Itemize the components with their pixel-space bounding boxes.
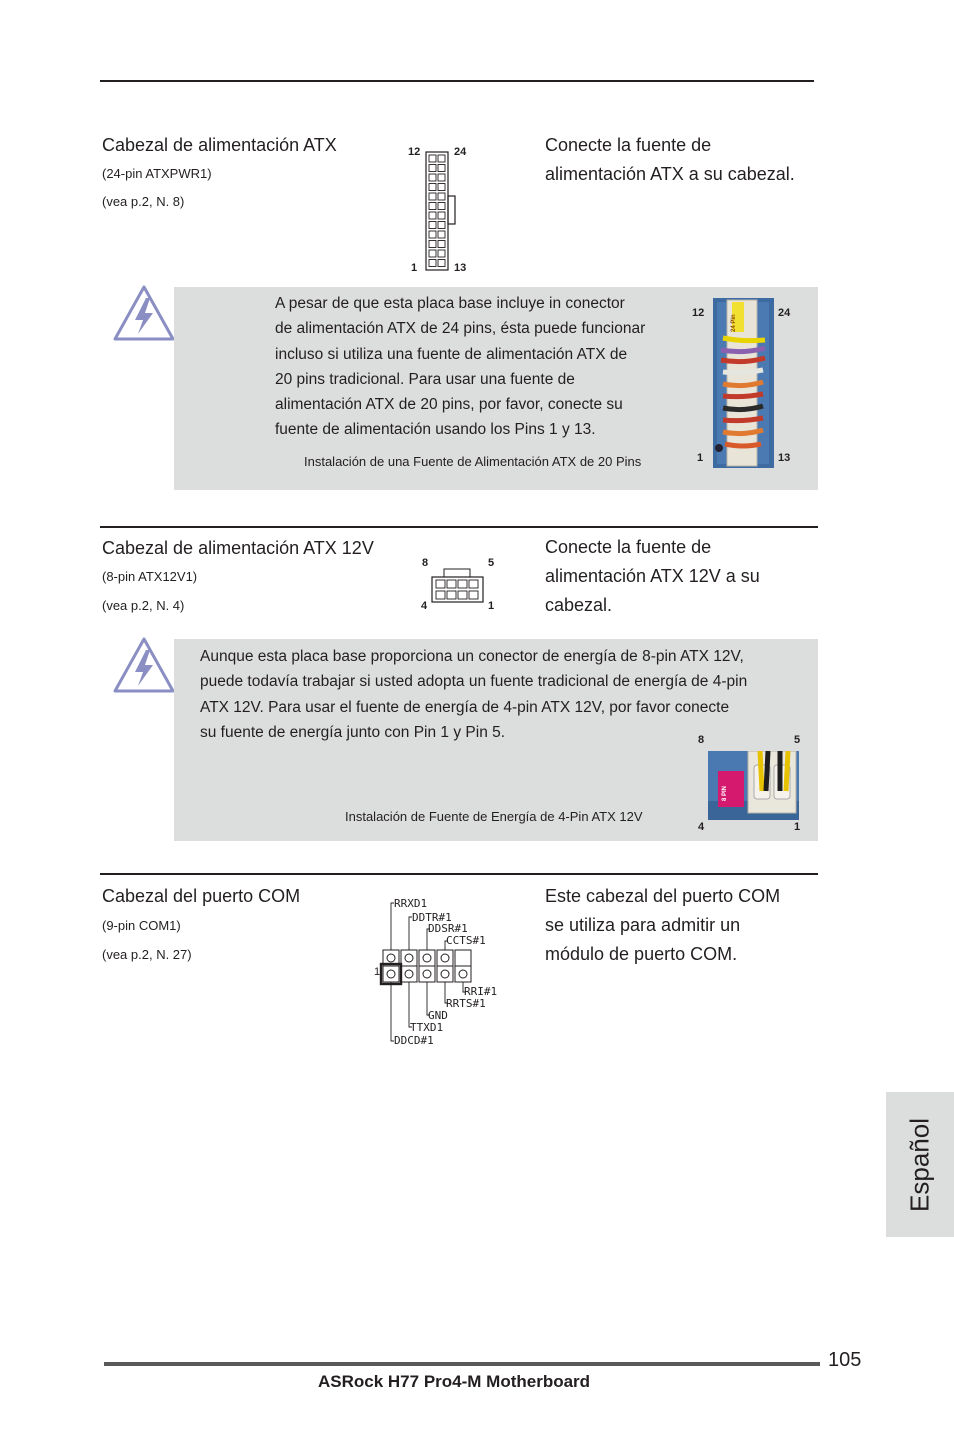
warning-icon <box>112 284 176 342</box>
atx-description-line2: alimentación ATX a su cabezal. <box>545 164 795 184</box>
com-signal-gnd: GND <box>428 1009 448 1022</box>
atx-photo-connector-label: 24 Pin <box>731 314 737 332</box>
atx-pin-24: 24 <box>454 146 467 158</box>
atx12v-pin-8: 8 <box>422 557 429 569</box>
warning-icon <box>112 636 176 694</box>
atx-24pin-diagram <box>420 150 467 274</box>
atx-photo-pin-13: 13 <box>778 452 791 464</box>
atx12v-note-text <box>200 644 747 745</box>
atx-header-title: Cabezal de alimentación ATX <box>102 135 337 155</box>
atx-photo-pin-24: 24 <box>778 307 791 319</box>
atx-note-caption: Instalación de una Fuente de Alimentación ATX de 20 Pins <box>304 454 642 469</box>
atx12v-note-caption: Instalación de Fuente de Energía de 4-Pin ATX 12V <box>345 809 643 824</box>
atx12v-pin-4: 4 <box>421 600 428 612</box>
atx12v-photo-pin-5: 5 <box>794 734 801 746</box>
language-side-tab-label: Español <box>904 1117 935 1212</box>
atx12v-pin-5: 5 <box>488 557 495 569</box>
com-signal-ddsr1: DDSR#1 <box>428 922 468 935</box>
atx-note-line: incluso si utiliza una fuente de alimentación ATX de <box>275 345 628 363</box>
com-signal-rrxd1: RRXD1 <box>394 897 428 910</box>
com-pin-one-label: 1 <box>374 966 381 978</box>
atx12v-4pin-install-photo <box>708 751 799 820</box>
atx12v-header-model: (8-pin ATX12V1) <box>102 569 198 584</box>
com-description-line: Este cabezal del puerto COM <box>545 886 781 906</box>
atx-note-text <box>275 291 645 443</box>
atx12v-description-line: cabezal. <box>545 595 613 615</box>
atx12v-note-line: su fuente de energía junto con Pin 1 y Pin 5. <box>200 723 506 741</box>
atx12v-header-title: Cabezal de alimentación ATX 12V <box>102 538 374 558</box>
atx-note-line: alimentación ATX de 20 pins, por favor, conecte su <box>275 396 623 414</box>
com-header-ref: (vea p.2, N. 27) <box>102 947 192 962</box>
atx-note-line: 20 pins tradicional. Para usar una fuente de <box>275 370 575 388</box>
atx12v-photo-pin-4: 4 <box>698 821 705 833</box>
com-signal-ddtr1: DDTR#1 <box>412 911 452 924</box>
atx12v-description-line: alimentación ATX 12V a su <box>545 566 760 586</box>
atx-note-line: A pesar de que esta placa base incluye in conector <box>275 295 625 312</box>
atx-description <box>545 131 795 189</box>
atx-20pin-install-photo <box>713 298 774 468</box>
atx12v-pin-1: 1 <box>488 600 495 612</box>
atx12v-8pin-diagram <box>430 568 486 604</box>
com-header-model: (9-pin COM1) <box>102 918 181 933</box>
language-side-tab <box>886 1092 954 1237</box>
section-rule <box>100 873 818 875</box>
top-rule <box>100 80 814 82</box>
com-description-line: se utiliza para admitir un <box>545 915 741 935</box>
atx12v-header-ref: (vea p.2, N. 4) <box>102 598 185 613</box>
section-rule <box>100 526 818 528</box>
atx-photo-pin-1: 1 <box>697 452 704 464</box>
com-signal-rri1: RRI#1 <box>464 985 498 998</box>
atx-note-line: fuente de alimentación usando los Pins 1 y 13. <box>275 421 596 439</box>
com-signal-rrts1: RRTS#1 <box>446 997 486 1010</box>
atx-header-ref: (vea p.2, N. 8) <box>102 194 185 209</box>
com-signal-ttxd1: TTXD1 <box>410 1021 444 1034</box>
com-signal-ddcd1: DDCD#1 <box>394 1034 434 1047</box>
atx12v-photo-pin-8: 8 <box>698 734 705 746</box>
atx-header-model: (24-pin ATXPWR1) <box>102 166 212 181</box>
com-description <box>545 882 780 969</box>
atx12v-description <box>545 533 760 620</box>
atx-photo-pin-12: 12 <box>692 307 705 319</box>
atx12v-photo-pin-1: 1 <box>794 821 801 833</box>
atx12v-note-line: ATX 12V. Para usar el fuente de energía de 4-pin ATX 12V, por favor conecte <box>200 698 730 716</box>
atx12v-photo-connector-label: 8 PIN <box>722 785 728 801</box>
atx-note-line: de alimentación ATX de 24 pins, ésta puede funcionar <box>275 320 646 338</box>
footer-rule <box>104 1362 820 1366</box>
atx-pin-13: 13 <box>454 262 467 274</box>
atx12v-description-line: Conecte la fuente de <box>545 537 712 557</box>
atx12v-note-line: Aunque esta placa base proporciona un conector de energía de 8-pin ATX 12V, <box>200 648 744 665</box>
com-description-line: módulo de puerto COM. <box>545 944 738 964</box>
atx12v-note-line: puede todavía trabajar si usted adopta un fuente tradicional de energía de 4-pin <box>200 673 748 691</box>
com-header-title: Cabezal del puerto COM <box>102 886 301 906</box>
atx-description-line1: Conecte la fuente de <box>545 135 712 155</box>
page-number: 105 <box>828 1349 862 1371</box>
com-signal-ccts1: CCTS#1 <box>446 934 486 947</box>
atx-pin-12: 12 <box>408 146 421 158</box>
footer-product-name: ASRock H77 Pro4-M Motherboard <box>318 1372 591 1391</box>
atx-pin-1: 1 <box>411 262 418 274</box>
